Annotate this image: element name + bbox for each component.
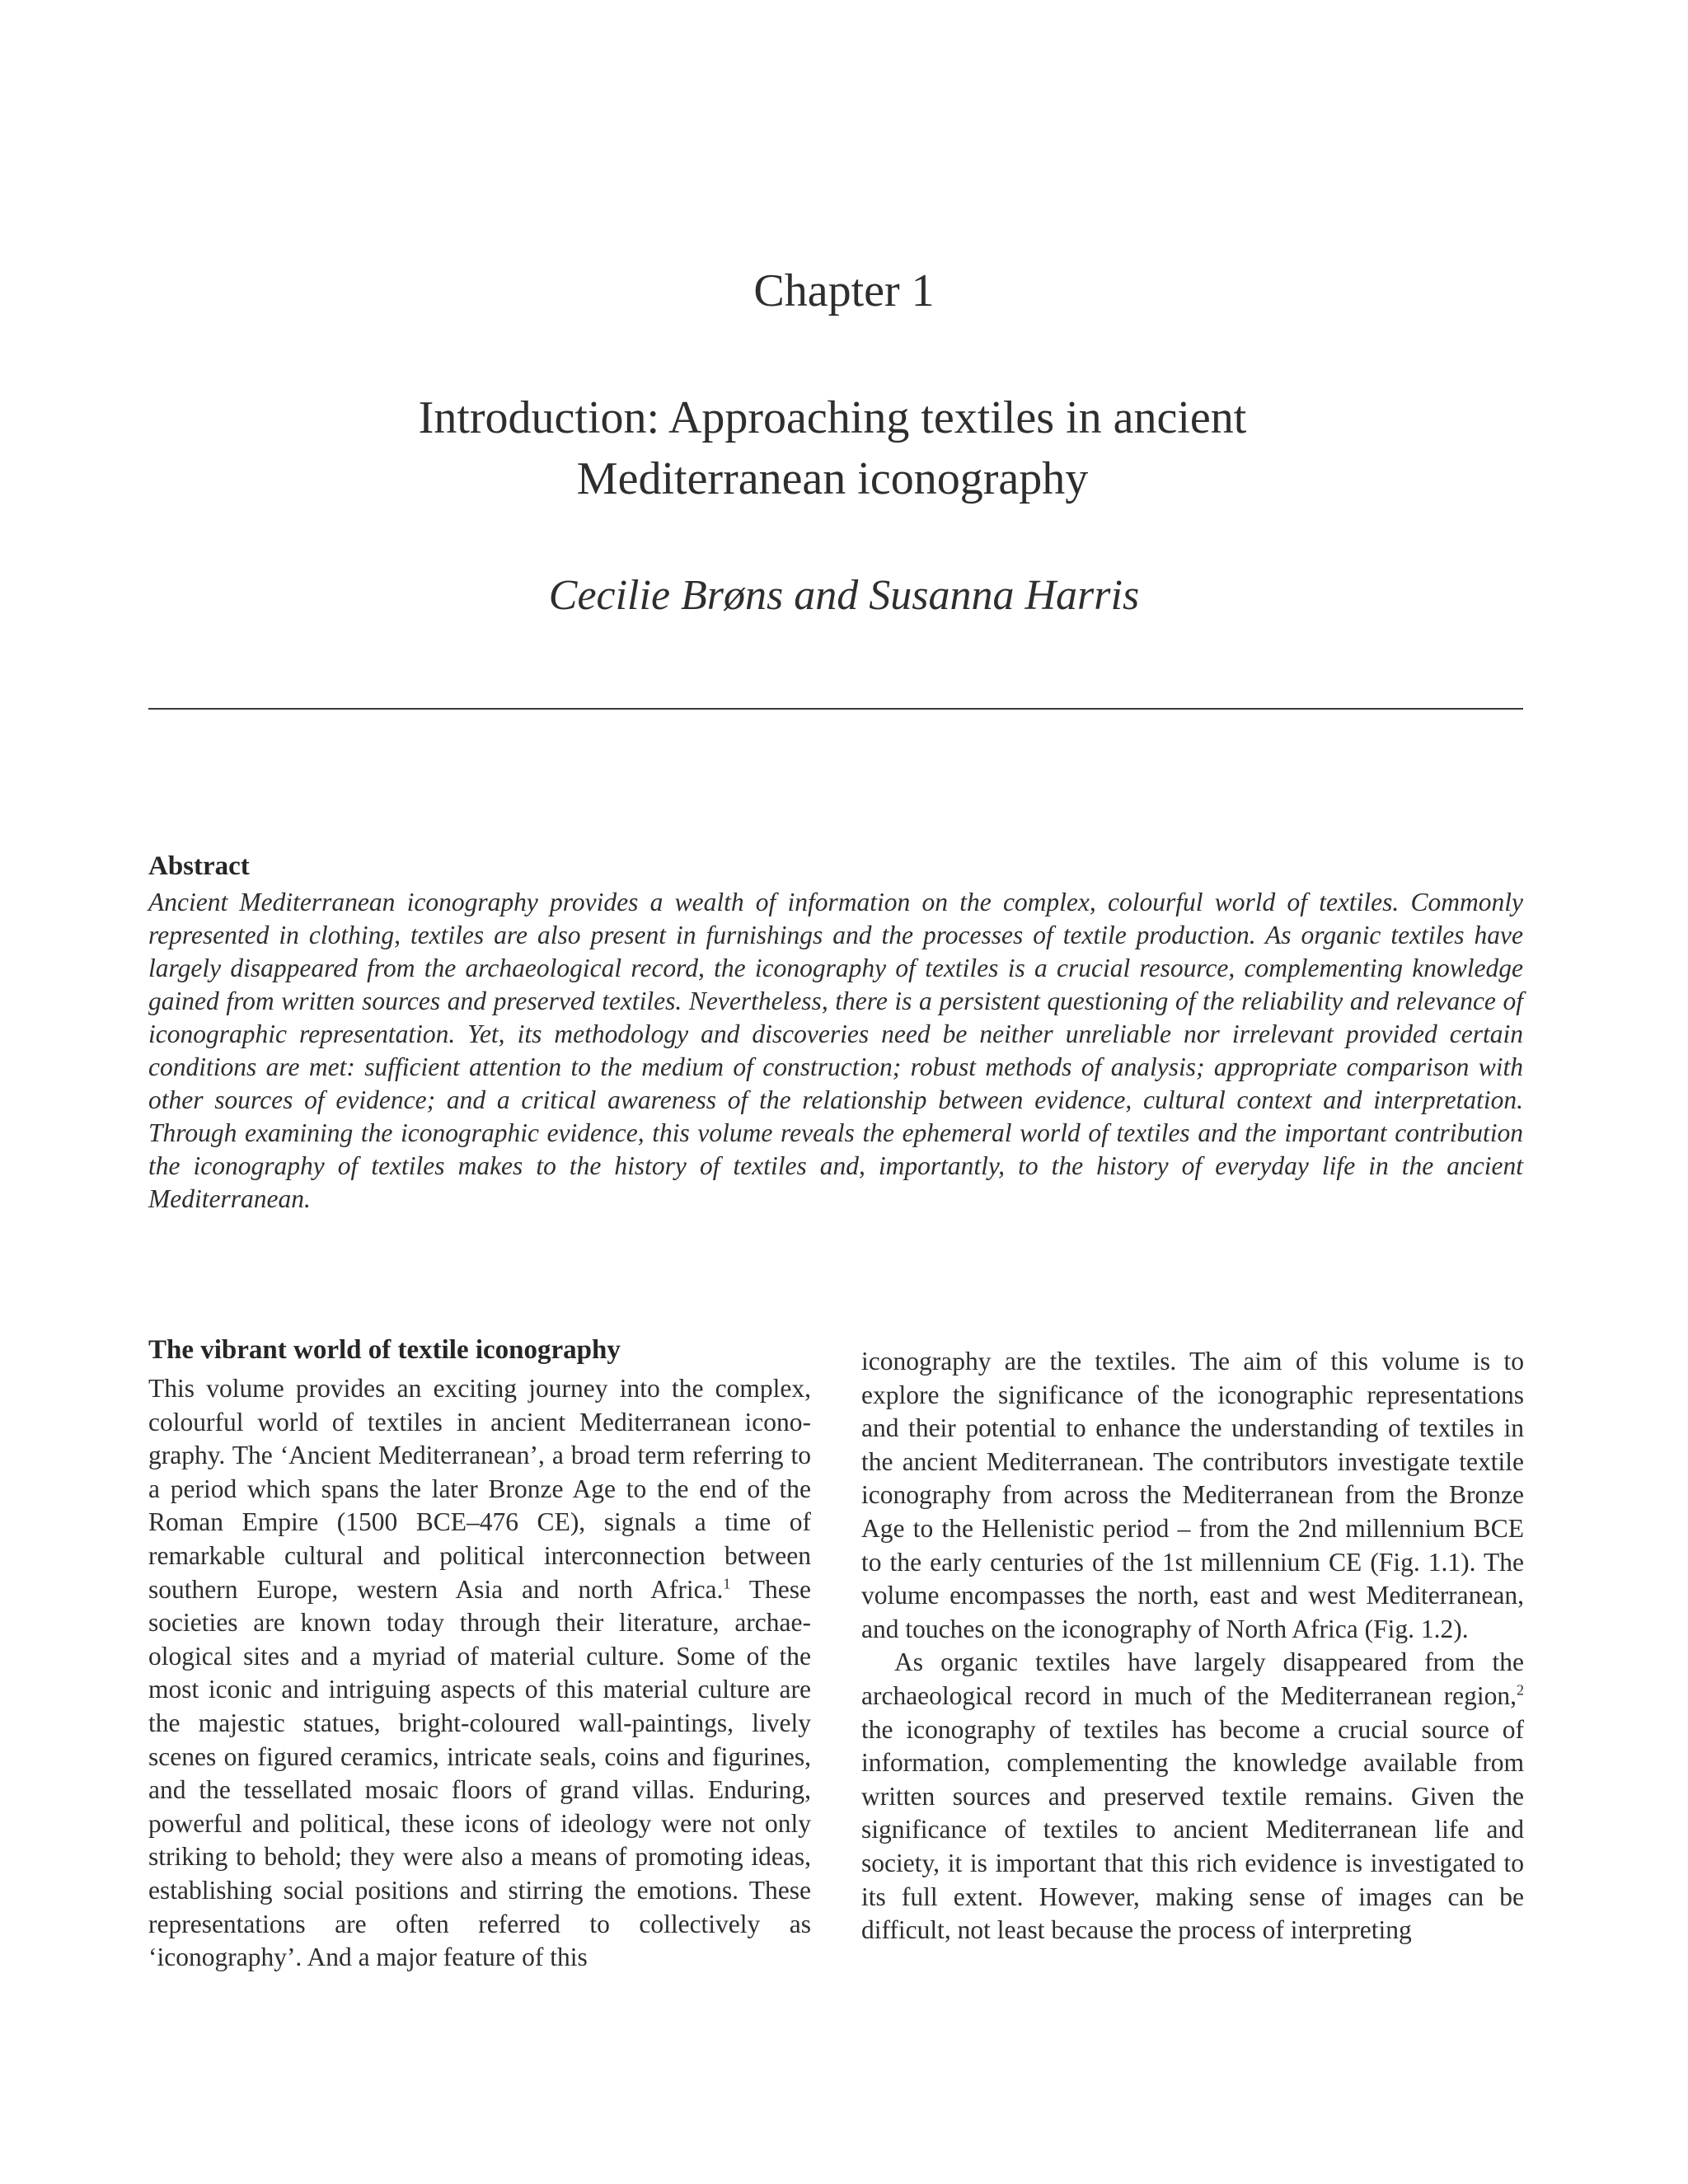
abstract-text: Ancient Mediterranean iconography provides a wealth of information on the complex, colourful world of textiles. Commonly represented in clothing, textiles are also present in furnishings and the processes of textile production. As organic textiles have largely disappeared from the archaeological record, the iconography of textiles is a crucial resource, complementing knowledge gained from written sources and preserved textiles. Nevertheless, there is a persistent questioning of the reliability and relevance of iconographic representation. Yet, its methodology and discoveries need be neither unreliable nor irrelevant provided certain conditions are met: sufficient attention to the medium of construction; robust methods of analysis; appropriate comparison with other sources of evidence; and a critical awareness of the relationship between evidence, cultural context and interpretation. Through examining the iconographic evidence, this volume reveals the ephemeral world of textiles and the important contribution the iconography of textiles makes to the history of textiles and, importantly, to the history of everyday life in the ancient Mediterranean. <box>148 888 1523 1213</box>
body-text-segment: the iconography of textiles has become a crucial source of information, complementing the knowledge available from written sources and preserved textile remains. Given the significance of textiles to ancient Mediterranean life and society, it is important that this rich evidence is investigated to its full extent. However, making sense of images can be difficult, not least because the process of interpreting <box>861 1714 1524 1945</box>
body-text-segment: These societies are known today through their literature, archaeological sites and a myriad of material culture. Some of the most iconic and intriguing aspects of this material culture are the majestic statues, bright-coloured wall-paintings, lively scenes on figured ceramics, intricate seals, coins and figurines, and the tessellated mosaic floors of grand villas. Enduring, powerful and political, these icons of ideology were not only striking to behold; they were also a means of promoting ideas, establishing social positions and stirring the emotions. These representations are often referred to collectively as ‘iconography’. And a major feature of this <box>148 1574 811 1972</box>
footnote-marker[interactable]: 2 <box>1517 1681 1524 1699</box>
body-text-segment: This volume provides an exciting journey into the complex, colourful world of textiles in ancient Mediterranean iconography. The ‘Ancient Mediterranean’, a broad term referring to a period which spans the later Bronze Age to the end of the Roman Empire (1500 BCE–476 CE), signals a time of remarkable cultural and political interconnection between southern Europe, western Asia and north Africa. <box>148 1374 811 1604</box>
body-text-segment: As organic textiles have largely disappeared from the archaeological record in much of the Mediterranean region, <box>861 1647 1524 1710</box>
abstract-heading: Abstract <box>148 851 250 881</box>
body-column-left <box>148 1333 811 1975</box>
chapter-label: Chapter 1 <box>753 265 935 316</box>
chapter-authors: Cecilie Brøns and Susanna Harris <box>548 572 1140 619</box>
chapter-title-line-2: Mediterranean iconography <box>576 453 1089 504</box>
body-paragraph <box>148 1372 811 1975</box>
chapter-title-line-1: Introduction: Approaching textiles in ancient <box>418 392 1247 443</box>
abstract-section <box>148 850 1523 1216</box>
horizontal-rule <box>148 708 1523 710</box>
section-heading: The vibrant world of textile iconography <box>148 1335 621 1365</box>
body-column-right <box>861 1345 1524 1947</box>
footnote-marker[interactable]: 1 <box>723 1575 731 1592</box>
body-paragraph <box>861 1646 1524 1947</box>
chapter-title <box>247 387 1418 509</box>
body-paragraph: iconography are the textiles. The aim of this volume is to explore the significance of the iconographic representations and their potential to enhance the understanding of textiles in the ancient Mediterranean. The contributors investigate textile iconography from across the Mediterranean from the Bronze Age to the Hellenistic period – from the 2nd millennium BCE to the early centuries of the 1st millennium CE (Fig. 1.1). The volume encompasses the north, east and west Mediterranean, and touches on the iconography of North Africa (Fig. 1.2). <box>861 1347 1524 1643</box>
